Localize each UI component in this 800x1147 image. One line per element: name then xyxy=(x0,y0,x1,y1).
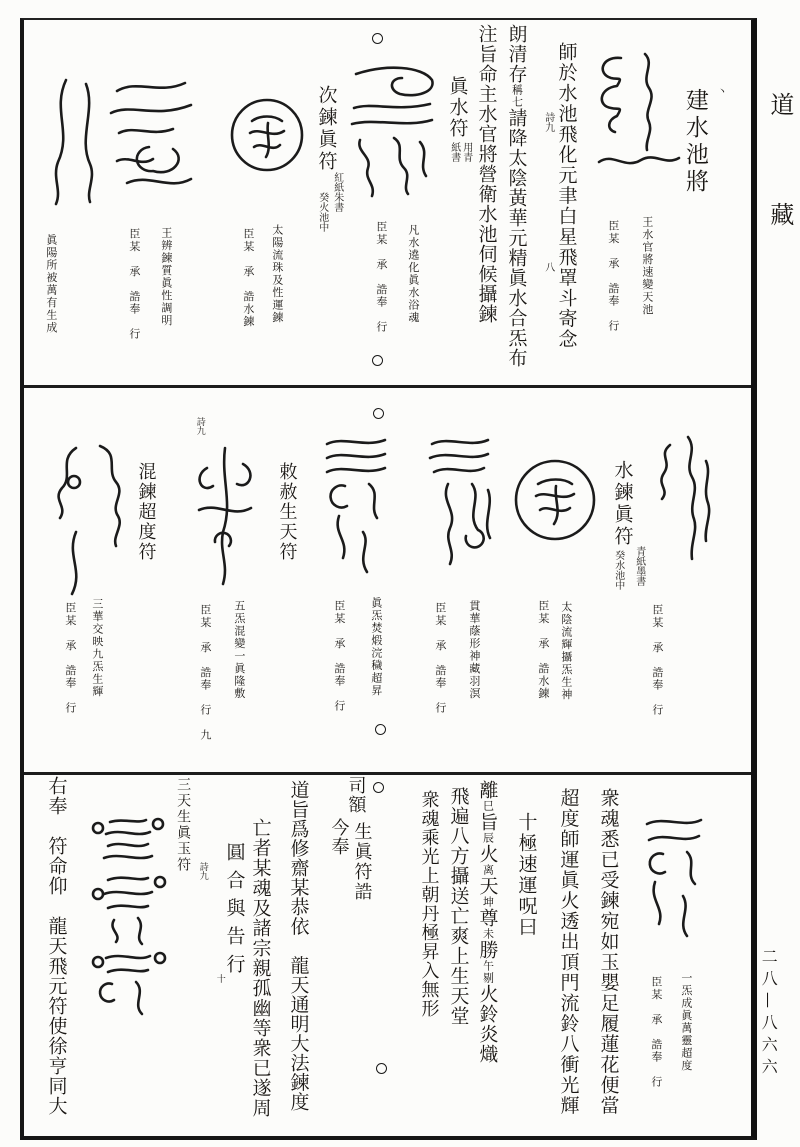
curse-gloss: 午 xyxy=(481,960,495,972)
b1-talisman-water-pool-drawing xyxy=(585,48,685,178)
b3-col-yuanhe: 圓合與告行 xyxy=(223,842,246,982)
margin-page-number: 二八—八六六 xyxy=(759,948,779,1080)
binding-hole xyxy=(372,355,383,366)
b3-mark-cross: 十 xyxy=(214,974,225,983)
b2-talisman6-servant-line: 臣某 承 誥奉 行 xyxy=(63,602,77,715)
curse-gloss: 坤 xyxy=(481,896,495,908)
b1-col-command: 注旨命主水官將營衛水池伺候攝鍊 xyxy=(475,24,498,324)
b2-talisman5-servant-line: 臣某 承 誥奉 行 九 xyxy=(198,604,212,742)
b2-talisman-seal-circle-drawing xyxy=(512,456,598,546)
curse-gloss: 剔 xyxy=(481,972,495,984)
b3-talisman-grand-drawing xyxy=(84,812,172,1022)
b1-col-invocation xyxy=(506,24,527,368)
b1-title-jianshuichi: 建水池將 xyxy=(681,88,708,196)
b3-col-curse-heading: 十極速運呪曰 xyxy=(515,812,538,938)
b3-talisman1-annotation: 一炁成眞萬靈超度 xyxy=(679,972,693,1072)
b1-invoke-rest: 請降太陰黃華元精眞水合炁布 xyxy=(505,108,528,368)
binding-hole xyxy=(372,33,383,44)
curse-gloss: 离 xyxy=(481,864,495,876)
b1-title-cilianzhenfu: 次鍊眞符 xyxy=(315,85,338,173)
corner-mark: 丶 xyxy=(714,86,726,96)
b2-talisman-zhang-drawing xyxy=(420,432,498,572)
b1-col-master: 師於水池飛化元聿白星飛罩斗寄念 xyxy=(555,42,578,350)
b3-talisman1-servant-line: 臣某 承 誥奉 行 xyxy=(649,976,663,1089)
b3-col-shengzhen: 生眞符誥 xyxy=(351,822,373,902)
b1-talisman-refine-drawing xyxy=(103,75,198,210)
binding-hole xyxy=(373,408,384,419)
binding-hole xyxy=(375,724,386,735)
b2-mark-shijiu: 詩九 xyxy=(194,417,205,435)
curse-gloss: 辰 xyxy=(481,832,495,844)
band-divider xyxy=(24,385,751,388)
b3-col-jinfeng: 今奉 xyxy=(328,818,350,856)
curse-gloss: 巳 xyxy=(481,800,495,812)
curse-char: 離 xyxy=(476,780,499,800)
curse-gloss: 未 xyxy=(481,928,495,940)
b2-talisman5-annotation: 五炁混變一眞隆敷 xyxy=(232,600,246,700)
b2-title-hunlian: 混鍊超度符 xyxy=(135,462,157,562)
b3-col-feibian: 飛遍八方攝送亡爽上生天堂 xyxy=(447,786,470,1026)
b1-talisman5-annotation: 眞陽所被萬有生成 xyxy=(44,234,58,334)
binding-hole xyxy=(373,782,384,793)
b2-talisman-hun-drawing xyxy=(183,440,263,588)
b3-talisman-right-drawing xyxy=(633,810,713,950)
b3-col-daozhi: 道旨爲修齋某恭依 龍天通明大法鍊度 xyxy=(287,780,310,1112)
b1-talisman-true-water-drawing xyxy=(336,60,448,210)
b1-talisman2-servant-line: 臣某 承 誥奉 行 xyxy=(374,221,388,334)
b1-zhenshuifu-note-left: 紙書 xyxy=(448,142,460,162)
b2-talisman1-servant-line: 臣某 承 誥奉 行 xyxy=(650,604,664,717)
b2-talisman3-servant-line: 臣某 承 誥奉 行 xyxy=(433,602,447,715)
b3-col-youfeng: 右奉 符命仰 龍天飛元符使徐亨同大 xyxy=(45,776,68,1116)
band-divider xyxy=(24,772,751,775)
b2-shuilian-note-right: 青紙墨書 xyxy=(633,546,645,586)
b3-col-chaodu: 超度師運眞火透出頂門流鈴八衝光輝 xyxy=(557,788,580,1116)
b3-title-santian: 三天生眞玉符 xyxy=(175,777,192,873)
b1-zhenshuifu-note-right: 用青 xyxy=(460,142,472,162)
b3-col-zhonghun2: 衆魂乘光上朝丹極昇入無形 xyxy=(418,790,440,1018)
b2-talisman4-servant-line: 臣某 承 誥奉 行 xyxy=(332,600,346,713)
binding-hole xyxy=(376,1063,387,1074)
b1-mark-ba: 八 xyxy=(542,262,554,272)
b1-talisman4-annotation: 王辨鍊質眞性調明 xyxy=(159,227,173,327)
b2-talisman2-servant-line: 臣某 承 誥水鍊 xyxy=(536,600,550,700)
b2-talisman-flow-drawing xyxy=(315,432,395,580)
curse-char: 天 xyxy=(476,876,499,896)
curse-char: 火 xyxy=(476,844,499,864)
b1-talisman4-servant-line: 臣某 承 誥奉 行 xyxy=(127,228,141,341)
b2-talisman-water-drawing xyxy=(648,433,718,583)
margin-canon-label-zang: 藏 xyxy=(765,202,794,227)
b1-invoke-note: 稱七 xyxy=(510,84,524,108)
margin-canon-label-dao: 道 xyxy=(765,92,794,117)
b1-talisman-seal-circle-drawing xyxy=(228,95,306,175)
b2-talisman6-annotation: 三華交映九炁生輝 xyxy=(90,598,104,698)
b3-col-zhonghun1: 衆魂悉已受鍊宛如玉嬰足履蓮花便當 xyxy=(597,788,620,1116)
b3-mark-shijiu: 詩九 xyxy=(197,862,208,880)
b3-col-wangzhe: 亡者某魂及諸宗親孤幽等衆已遂周 xyxy=(249,818,272,1118)
b1-talisman2-annotation: 凡水遶化眞水浴魂 xyxy=(406,224,420,324)
b3-col-sie: 司額 xyxy=(345,776,367,814)
b2-shuilian-note-left: 癸水池中 xyxy=(612,550,624,590)
b1-talisman3-annotation: 太陽流珠及性運鍊 xyxy=(270,224,284,324)
curse-char: 勝 xyxy=(476,940,499,960)
b1-mark-shijiu: 詩九 xyxy=(542,112,554,132)
b1-talisman-left-strokes-drawing xyxy=(40,74,106,208)
b1-invoke-head: 朗清存 xyxy=(505,24,528,84)
curse-char: 尊 xyxy=(476,908,499,928)
curse-char: 旨 xyxy=(476,812,499,832)
curse-char: 火鈴炎熾 xyxy=(476,984,499,1064)
b1-title-zhenshuifu: 眞水符 xyxy=(446,76,469,139)
b2-title-shuilianzhenfu: 水鍊眞符 xyxy=(611,460,634,548)
b2-talisman3-annotation: 貫華蔭形神藏羽溟 xyxy=(467,600,481,700)
b1-talisman3-servant-line: 臣某 承 誥水鍊 xyxy=(241,228,255,328)
b2-title-chishe: 敕赦生天符 xyxy=(276,462,298,562)
b1-cilian-note-right: 紅紙朱書 xyxy=(331,172,343,212)
b2-talisman4-annotation: 眞炁焚煅浣穢超昇 xyxy=(369,597,383,697)
b1-talisman1-servant-line: 臣某 承 誥奉 行 xyxy=(606,220,620,333)
b2-col-taiyin: 太陰流輝攝炁生神 xyxy=(559,601,573,701)
b2-talisman-left-drawing xyxy=(46,438,126,596)
b1-talisman1-annotation: 王水官將速變天池 xyxy=(640,216,654,316)
b1-cilian-note-left: 癸火池中 xyxy=(316,192,328,232)
b3-col-curse xyxy=(477,780,498,1064)
